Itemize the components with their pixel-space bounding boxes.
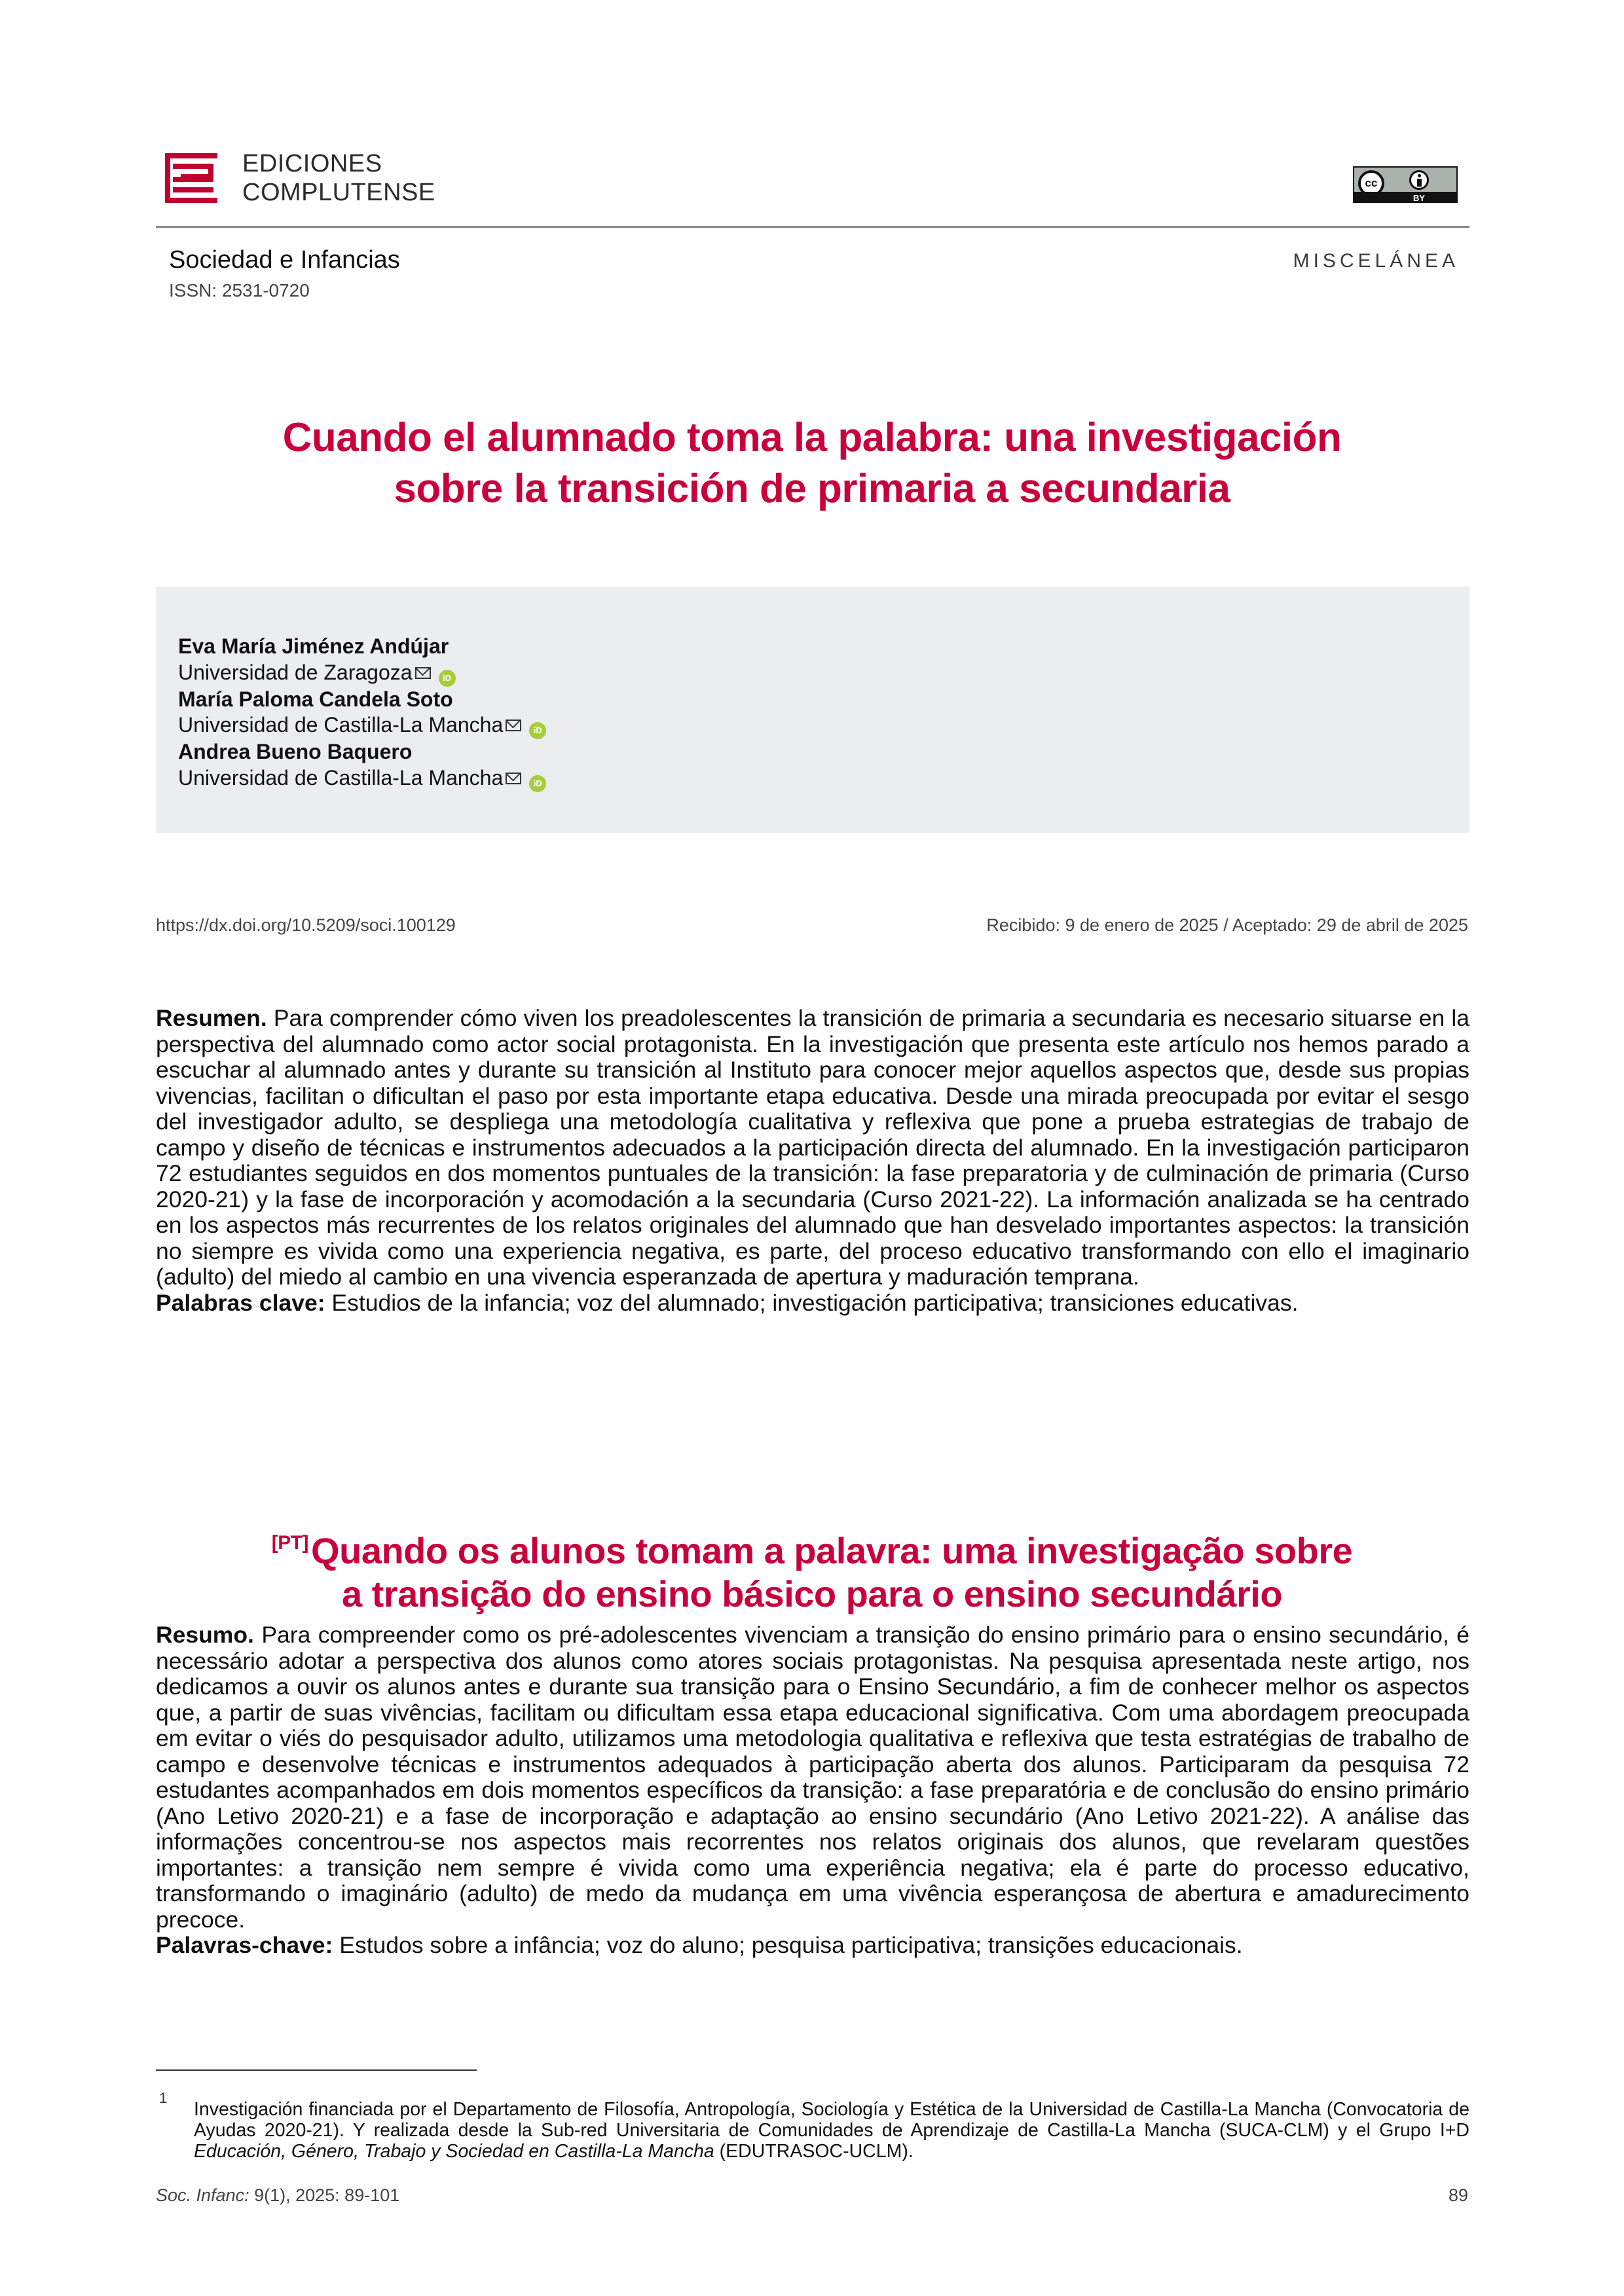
orcid-icon[interactable]: iD <box>529 775 546 792</box>
header-divider <box>156 226 1469 228</box>
abstract-es-label: Resumen. <box>156 1005 267 1031</box>
title-pt-line-2: a transição do ensino básico para o ensino secundário <box>341 1573 1283 1614</box>
mail-icon[interactable] <box>506 773 521 784</box>
keywords-pt-text: Estudos sobre a infância; voz do aluno; pesquisa participativa; transições educacionais. <box>339 1932 1243 1958</box>
publisher-line-1: EDICIONES <box>242 150 382 177</box>
title-es-line-1: Cuando el alumnado toma la palabra: una investigación <box>282 415 1342 460</box>
cc-icon: cc <box>1358 170 1384 196</box>
footnote-text <box>194 2099 1469 2162</box>
keywords-es-text: Estudios de la infancia; voz del alumnado; investigación participativa; transiciones educativas. <box>331 1289 1299 1316</box>
author-entry <box>178 634 546 687</box>
section-label: MISCELÁNEA <box>1293 250 1459 272</box>
attribution-icon <box>1409 170 1429 190</box>
footer-journal-abbrev: Soc. Infanc: <box>156 2185 249 2205</box>
by-bar <box>1354 192 1456 202</box>
affiliation-text: Universidad de Castilla-La Mancha <box>178 765 504 790</box>
author-name: María Paloma Candela Soto <box>178 687 453 711</box>
keywords-es-label: Palabras clave: <box>156 1289 325 1316</box>
author-affiliation <box>178 660 546 687</box>
received-accepted-dates: Recibido: 9 de enero de 2025 / Aceptado: 29 de abril de 2025 <box>986 915 1468 935</box>
ediciones-complutense-logo-icon <box>165 153 217 203</box>
author-name: Eva María Jiménez Andújar <box>178 634 449 658</box>
footnote-text-before: Investigación financiada por el Departamento de Filosofía, Antropología, Sociología y Estética de la Universidad de Castilla-La Mancha (Convocatoria de Ayudas 2020-21). Y realizada desde la Sub-red Universitaria de Comunidades de Aprendizaje de Castilla-La Mancha (SUCA-CLM) y el Grupo I+D <box>194 2099 1469 2141</box>
author-entry <box>178 739 546 792</box>
author-name: Andrea Bueno Baquero <box>178 740 413 763</box>
author-affiliation <box>178 712 546 739</box>
publisher-line-2: COMPLUTENSE <box>242 179 435 206</box>
article-title-pt <box>157 1522 1467 1616</box>
title-es-line-2: sobre la transición de primaria a secundaria <box>394 466 1230 511</box>
title-pt-line-1 <box>157 1522 1467 1573</box>
affiliation-text: Universidad de Zaragoza <box>178 660 413 684</box>
cc-by-license-badge[interactable] <box>1353 166 1458 203</box>
language-tag: [PT] <box>271 1532 309 1554</box>
footnote-text-italic: Educación, Género, Trabajo y Sociedad en Castilla-La Mancha <box>194 2141 714 2162</box>
article-title-es <box>157 412 1467 515</box>
abstract-es-text: Para comprender cómo viven los preadolescentes la transición de primaria a secundaria es necesario situarse en la perspectiva del alumnado como actor social protagonista. En la investigación que presenta este artículo nos hemos parado a escuchar al alumnado antes y durante su transición al Instituto para conocer mejor aquellos aspectos que, desde sus propias vivencias, facilitan o dificultan el paso por esta importante etapa educativa. Desde una mirada preocupada por evitar el sesgo del investigador adulto, se despliega una metodología cualitativa y reflexiva que pone a prueba estrategias de trabajo de campo y diseño de técnicas e instrumentos adecuados a la participación directa del alumnado. En la investigación participaron 72 estudiantes seguidos en dos momentos puntuales de la transición: la fase preparatoria y de culminación de primaria (Curso 2020-21) y la fase de incorporación y acomodación a la secundaria (Curso 2021-22). La información analizada se ha centrado en los aspectos más recurrentes de los relatos originales del alumnado que han desvelado importantes aspectos: la transición no siempre es vivida como una experiencia negativa, es parte, del proceso educativo transformando con ello el imaginario (adulto) del miedo al cambio en una vivencia esperanzada de apertura y maduración temprana. <box>156 1005 1469 1290</box>
publisher-name <box>242 149 435 207</box>
affiliation-text: Universidad de Castilla-La Mancha <box>178 713 504 737</box>
footnote-number: 1 <box>159 2090 168 2106</box>
issn: ISSN: 2531-0720 <box>169 280 310 301</box>
abstract-es <box>156 1006 1469 1316</box>
abstract-pt-label: Resumo. <box>156 1622 254 1648</box>
footer-citation <box>156 2185 399 2206</box>
footnote-text-after: (EDUTRASOC-UCLM). <box>714 2141 913 2162</box>
by-label: BY <box>1413 193 1426 203</box>
orcid-icon[interactable]: iD <box>439 670 456 687</box>
authors-box <box>156 587 1469 833</box>
orcid-icon[interactable]: iD <box>529 722 546 739</box>
journal-title: Sociedad e Infancias <box>169 246 400 274</box>
mail-icon[interactable] <box>506 720 521 731</box>
keywords-pt-label: Palavras-chave: <box>156 1932 333 1958</box>
author-list <box>178 634 546 792</box>
abstract-pt <box>156 1622 1469 1959</box>
abstract-pt-text: Para compreender como os pré-adolescentes vivenciam a transição do ensino primário para o ensino secundário, é necessário adotar a perspectiva dos alunos como atores sociais protagonistas. Na pesquisa apresentada neste artigo, nos dedicamos a ouvir os alunos antes e durante sua transição para o Ensino Secundário, a fim de conhecer melhor os aspectos que, a partir de suas vivências, facilitam ou dificultam essa etapa educacional significativa. Com uma abordagem preocupada em evitar o viés do pesquisador adulto, utilizamos uma metodologia qualitativa e reflexiva que testa estratégias de trabalho de campo e desenvolve técnicas e instrumentos adequados à participação aberta dos alunos. Participaram da pesquisa 72 estudantes acompanhados em dois momentos específicos da transição: a fase preparatória e de conclusão do ensino primário (Ano Letivo 2020-21) e a fase de incorporação e adaptação ao ensino secundário (Ano Letivo 2021-22). A análise das informações concentrou-se nos aspectos mais recorrentes nos relatos originais dos alunos, que revelaram questões importantes: a transição nem sempre é vivida como uma experiência negativa; ela é parte do processo educativo, transformando o imaginário (adulto) de medo da mudança em uma vivência esperançosa de abertura e amadurecimento precoce. <box>156 1622 1469 1933</box>
page-number: 89 <box>1448 2185 1468 2205</box>
doi-link[interactable]: https://dx.doi.org/10.5209/soci.100129 <box>156 915 456 935</box>
mail-icon[interactable] <box>415 667 431 679</box>
title-pt-line-1-text: Quando os alunos tomam a palavra: uma investigação sobre <box>311 1530 1353 1571</box>
author-affiliation <box>178 765 546 792</box>
footnote-divider <box>156 2069 477 2071</box>
author-entry <box>178 687 546 740</box>
footer-citation-text: 9(1), 2025: 89-101 <box>249 2185 400 2205</box>
